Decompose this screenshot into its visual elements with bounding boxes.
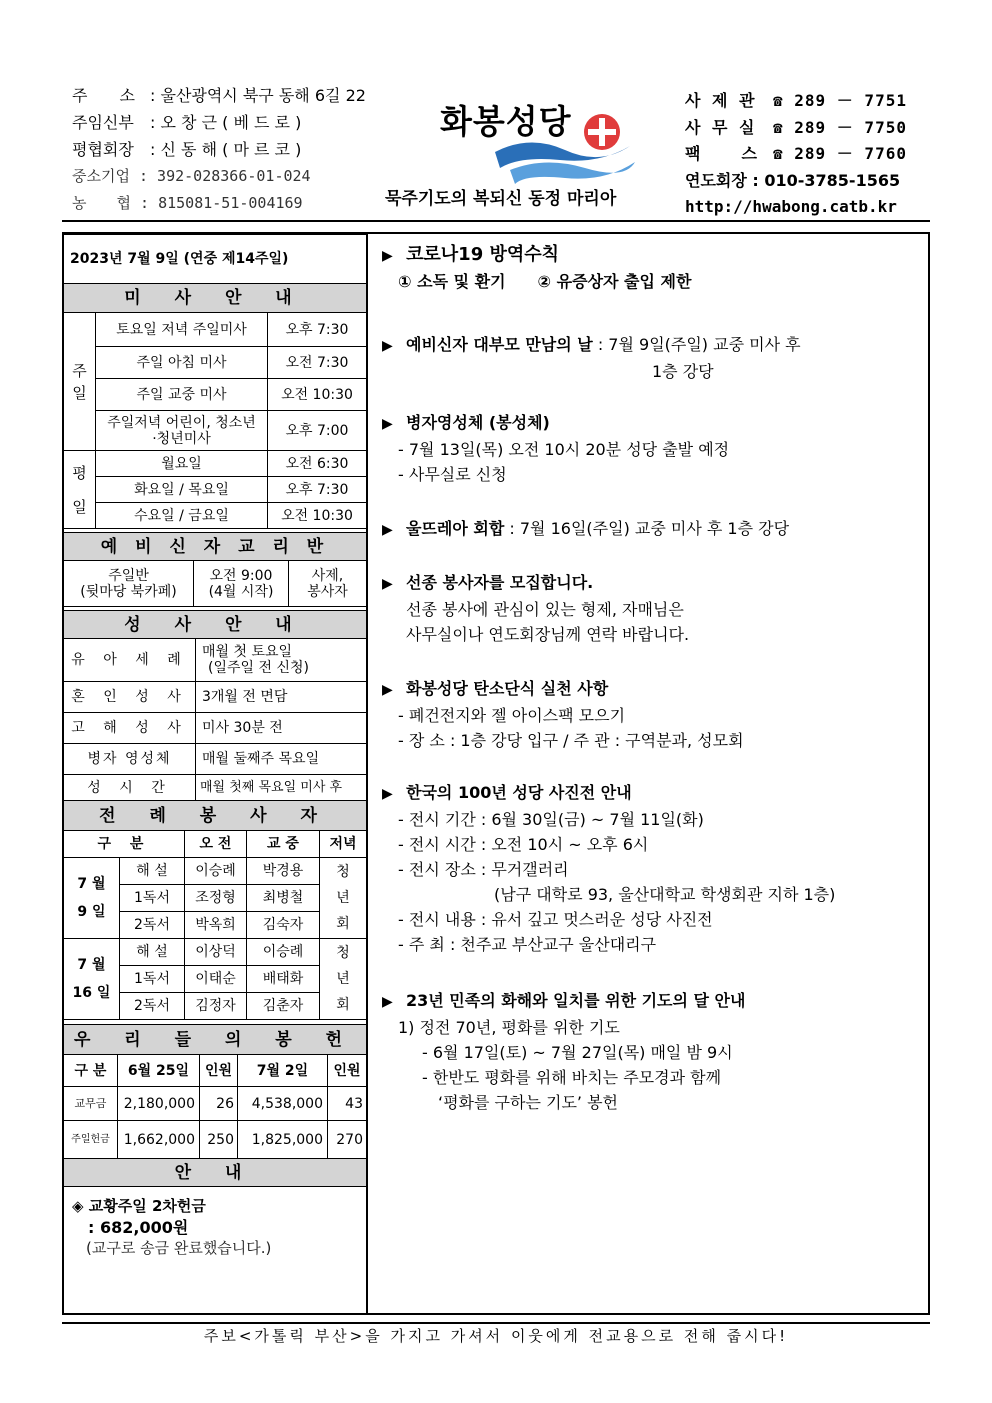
mass-name: 월요일 [96, 451, 268, 477]
mass-name: 주일 교중 미사 [96, 379, 268, 411]
news-item-prayer-month [382, 988, 922, 1115]
server-main: 김숙자 [247, 912, 320, 939]
catechism-time: 오전 9:00 (4월 시작) [194, 561, 289, 607]
footer-text: 주보<가톨릭 부산>을 가지고 가셔서 이웃에게 전교용으로 전해 줍시다! [203, 1327, 789, 1345]
server-head: 구 분 [64, 831, 185, 858]
news-line: - 전시 내용 : 유서 깊고 멋스러운 성당 사진전 [398, 910, 713, 929]
server-head: 오 전 [185, 831, 247, 858]
mass-time: 오후 7:00 [268, 411, 367, 451]
news-item-exhibition [382, 780, 922, 957]
news-line: - 주 최 : 천주교 부산교구 울산대리구 [398, 935, 657, 954]
mass-table [63, 234, 367, 529]
sacrament-value: 매월 첫째 목요일 미사 후 [196, 775, 367, 801]
news-item-covid [382, 242, 922, 294]
bank-account-2: 농 협 : 815081-51-004169 [72, 194, 303, 212]
mass-name: 주일저녁 어린이, 청소년·청년미사 [96, 411, 268, 451]
notice-line: : 682,000원 [72, 1218, 189, 1237]
news-item-communion [382, 410, 922, 487]
news-line: - 6월 17일(토) ~ 7월 27일(목) 매일 밤 9시 [422, 1043, 733, 1062]
offering-count: 270 [328, 1121, 367, 1159]
news-line: - 7월 13일(목) 오전 10시 20분 성당 출발 예정 [398, 440, 730, 459]
pastor-value: 오 창 근 ( 베 드 로 ) [160, 113, 302, 132]
news-title: 화봉성당 탄소단식 실천 사항 [406, 679, 609, 698]
news-line: 1층 강당 [652, 362, 714, 381]
offering-amount: 4,538,000 [238, 1087, 328, 1121]
server-am: 이태순 [185, 966, 247, 993]
news-line: - 한반도 평화를 위해 바치는 주모경과 함께 [422, 1068, 722, 1087]
news-item-godparents [382, 332, 922, 384]
mass-time: 오후 7:30 [268, 477, 367, 503]
server-role: 1독서 [120, 885, 185, 912]
news-line: ① 소독 및 환기 ② 유증상자 출입 제한 [398, 272, 692, 291]
news-line: - 전시 기간 : 6월 30일(금) ~ 7월 11일(화) [398, 810, 704, 829]
news-line: 1) 정전 70년, 평화를 위한 기도 [398, 1018, 620, 1037]
news-title: 코로나19 방역수칙 [406, 244, 560, 265]
notice-section-title: 안 내 [64, 1159, 367, 1187]
sacrament-value: 3개월 전 면담 [196, 682, 367, 713]
mass-name: 화요일 / 목요일 [96, 477, 268, 503]
news-title: 23년 민족의 화해와 일치를 위한 기도의 달 안내 [406, 991, 746, 1010]
catechism-table [63, 532, 367, 607]
council-label: 평협회장 [72, 140, 134, 159]
offering-amount: 1,662,000 [118, 1121, 200, 1159]
server-table [63, 800, 367, 1020]
mass-time: 오전 7:30 [268, 347, 367, 379]
mass-time: 오후 7:30 [268, 313, 367, 347]
news-line: - 전시 장소 : 무거갤러리 [398, 860, 569, 879]
news-line: - 폐건전지와 젤 아이스팩 모으기 [398, 706, 626, 725]
offering-section-title: 우 리 들 의 봉 헌 [64, 1025, 367, 1055]
server-main: 배태화 [247, 966, 320, 993]
sacrament-name: 유 아 세 례 [64, 639, 196, 682]
news-line: - 사무실로 신청 [398, 465, 507, 484]
offering-head: 6월 25일 [118, 1055, 200, 1087]
news-line: ‘평화를 구하는 기도’ 봉헌 [438, 1093, 618, 1112]
news-line: (남구 대학로 93, 울산대학교 학생회관 지하 1층) [494, 885, 836, 904]
server-section-title: 전 례 봉 사 자 [64, 801, 367, 831]
bulletin-date: 2023년 7월 9일 (연중 제14주일) [64, 235, 367, 284]
news-text: : 7월 16일(주일) 교중 미사 후 1층 강당 [504, 519, 790, 538]
server-main: 최병철 [247, 885, 320, 912]
notice-line: ◈ 교황주일 2차헌금 [72, 1197, 206, 1215]
sacrament-value: 매월 둘째주 목요일 [196, 744, 367, 775]
news-item-carbon [382, 676, 922, 753]
sacrament-name: 성 시 간 [64, 775, 196, 801]
server-am: 김정자 [185, 993, 247, 1020]
news-text: : 7월 9일(주일) 교중 미사 후 [592, 335, 801, 354]
fax-phone: ☎ 289 － 7760 [773, 144, 907, 163]
offering-count: 26 [200, 1087, 238, 1121]
pastor-label: 주임신부 [72, 113, 134, 132]
sacrament-section-title: 성 사 안 내 [64, 611, 367, 639]
server-head: 저녁 [320, 831, 367, 858]
news-line: - 장 소 : 1층 강당 입구 / 주 관 : 구역분과, 성모회 [398, 731, 744, 750]
offering-head: 7월 2일 [238, 1055, 328, 1087]
catechism-teacher: 사제, 봉사자 [289, 561, 367, 607]
arrow-icon: ▶ [382, 786, 393, 802]
server-evening: 청 년 회 [320, 858, 367, 939]
catechism-class: 주일반 (뒷마당 북카페) [64, 561, 194, 607]
server-date: 7 월 9 일 [64, 858, 120, 939]
yeondo-phone: 연도회장 : 010-3785-1565 [685, 170, 901, 190]
mass-time: 오전 10:30 [268, 503, 367, 529]
sacrament-name: 혼 인 성 사 [64, 682, 196, 713]
server-role: 2독서 [120, 993, 185, 1020]
offering-count: 43 [328, 1087, 367, 1121]
arrow-icon: ▶ [382, 416, 393, 432]
office-phone: ☎ 289 － 7750 [773, 117, 907, 137]
server-evening: 청 년 회 [320, 939, 367, 1020]
mass-time: 오전 6:30 [268, 451, 367, 477]
news-line: 선종 봉사에 관심이 있는 형제, 자매님은 [406, 600, 684, 619]
news-line: 사무실이나 연도회장님께 연락 바랍니다. [406, 625, 690, 644]
server-role: 1독서 [120, 966, 185, 993]
sacrament-name: 고 해 성 사 [64, 713, 196, 744]
mass-name: 주일 아침 미사 [96, 347, 268, 379]
server-date: 7 월 16 일 [64, 939, 120, 1020]
website-url: http://hwabong.catb.kr [685, 197, 897, 216]
address-label: 주 소 [72, 86, 135, 105]
notice-box [72, 1196, 271, 1259]
news-line: - 전시 시간 : 오전 10시 ~ 오후 6시 [398, 835, 649, 854]
server-am: 이승례 [185, 858, 247, 885]
arrow-icon: ▶ [382, 682, 393, 698]
offering-kind: 주일헌금 [64, 1121, 118, 1159]
server-am: 이상덕 [185, 939, 247, 966]
sacrament-value: 매월 첫 토요일 (일주일 전 신청) [196, 639, 367, 682]
divider [62, 220, 930, 222]
church-subtitle: 묵주기도의 복되신 동정 마리아 [385, 189, 617, 209]
news-item-ultreya [382, 516, 922, 543]
server-role: 해 설 [120, 939, 185, 966]
server-role: 2독서 [120, 912, 185, 939]
arrow-icon: ▶ [382, 576, 393, 592]
offering-amount: 2,180,000 [118, 1087, 200, 1121]
arrow-icon: ▶ [382, 338, 393, 354]
offering-head: 인원 [200, 1055, 238, 1087]
news-title: 예비신자 대부모 만남의 날 [406, 335, 593, 354]
sunday-label: 주일 [64, 313, 96, 451]
sacrament-name: 병자 영성체 [64, 744, 196, 775]
fax-label: 팩 스 [685, 144, 760, 163]
server-head: 교 중 [247, 831, 320, 858]
server-am: 박옥희 [185, 912, 247, 939]
news-title: 한국의 100년 성당 사진전 안내 [406, 783, 632, 802]
catechism-section-title: 예 비 신 자 교 리 반 [64, 533, 367, 561]
mass-name: 수요일 / 금요일 [96, 503, 268, 529]
news-title: 울뜨레아 회합 [406, 519, 505, 538]
contact-info [685, 88, 907, 221]
news-title: 선종 봉사자를 모집합니다. [406, 573, 594, 592]
weekday-label: 평일 [64, 451, 96, 529]
mass-time: 오전 10:30 [268, 379, 367, 411]
rectory-label: 사 제 관 [685, 91, 758, 110]
offering-count: 250 [200, 1121, 238, 1159]
offering-head: 인원 [328, 1055, 367, 1087]
server-am: 조정형 [185, 885, 247, 912]
offering-head: 구 분 [64, 1055, 118, 1087]
offering-table [63, 1024, 367, 1187]
notice-line: (교구로 송금 완료했습니다.) [86, 1239, 272, 1257]
news-title: 병자영성체 (봉성체) [406, 413, 550, 432]
office-label: 사 무 실 [685, 117, 758, 137]
header-info: 주 소 : 울산광역시 북구 동해 6길 22 주임신부 : 오 창 근 ( 베 드 로 ) 평협회장 : 신 동 해 ( 마 르 코 ) 중소기업 : 392-028366-01-024 농 협 : 815081-51-004169 [72, 82, 366, 217]
arrow-icon: ▶ [382, 522, 393, 538]
server-main: 이승례 [247, 939, 320, 966]
arrow-icon: ▶ [382, 994, 393, 1010]
sacrament-table [63, 610, 367, 801]
rectory-phone: ☎ 289 － 7751 [773, 91, 907, 110]
council-value: 신 동 해 ( 마 르 코 ) [160, 140, 302, 159]
offering-kind: 교무금 [64, 1087, 118, 1121]
news-item-volunteers [382, 570, 922, 647]
wave-logo-icon [490, 112, 640, 190]
offering-amount: 1,825,000 [238, 1121, 328, 1159]
mass-name: 토요일 저녁 주일미사 [96, 313, 268, 347]
server-role: 해 설 [120, 858, 185, 885]
divider [62, 1322, 930, 1324]
mass-section-title: 미 사 안 내 [64, 284, 367, 313]
bank-account-1: 중소기업 : 392-028366-01-024 [72, 167, 311, 185]
church-name: 화봉성당 [440, 102, 572, 141]
arrow-icon: ▶ [382, 248, 393, 264]
sacrament-value: 미사 30분 전 [196, 713, 367, 744]
address-value: 울산광역시 북구 동해 6길 22 [160, 86, 366, 105]
server-main: 박경용 [247, 858, 320, 885]
server-main: 김춘자 [247, 993, 320, 1020]
